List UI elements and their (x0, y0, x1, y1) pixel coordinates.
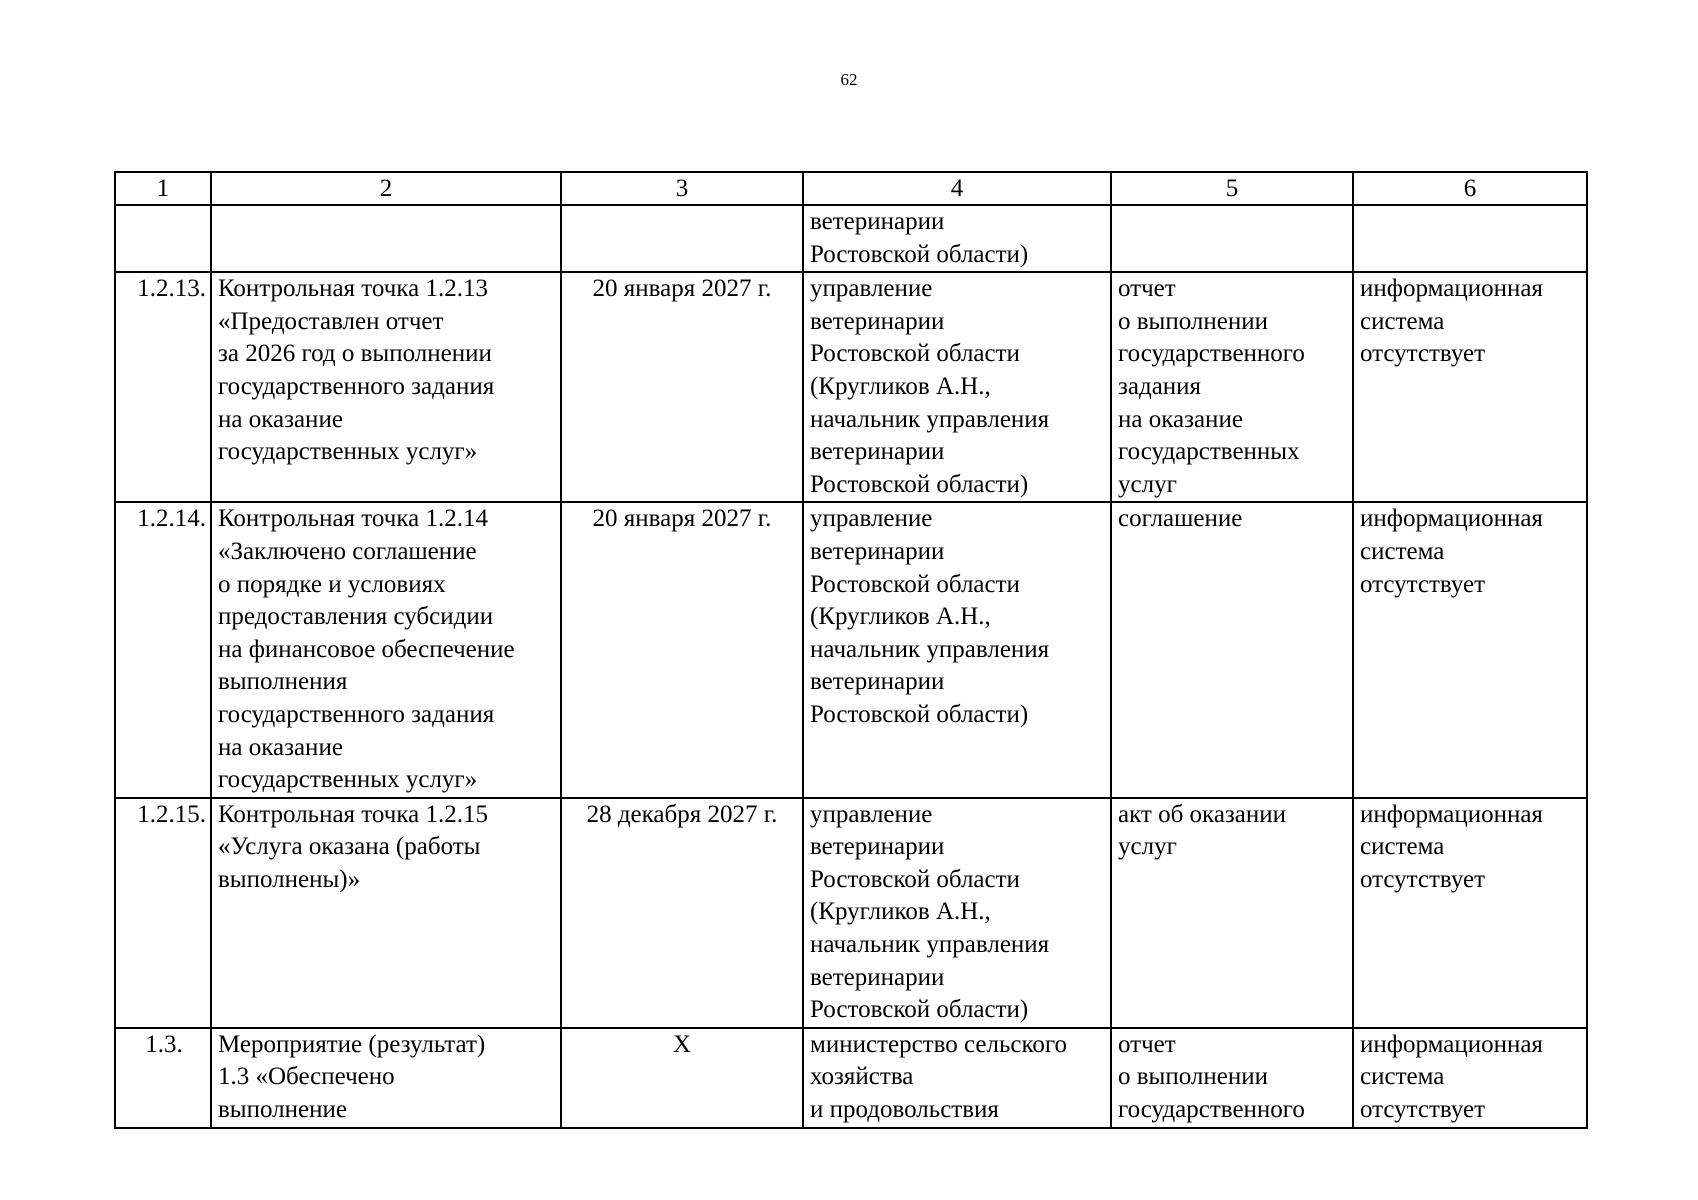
column-header: 4 (803, 172, 1111, 205)
row-responsible: министерство сельского хозяйства и продовольствия (803, 1028, 1111, 1128)
column-header: 5 (1111, 172, 1353, 205)
control-points-table (114, 171, 1588, 1129)
row-name: Мероприятие (результат) 1.3 «Обеспечено выполнение (211, 1028, 561, 1128)
row-date: 28 декабря 2027 г. (561, 798, 803, 1028)
row-date: X (561, 1028, 803, 1128)
row-number: 1.2.15. (115, 798, 211, 1028)
row-system: информационная система отсутствует (1353, 272, 1587, 502)
row-number: 1.3. (115, 1028, 211, 1128)
row-date: 20 января 2027 г. (561, 502, 803, 797)
row-name: Контрольная точка 1.2.13 «Предоставлен отчет за 2026 год о выполнении государственного задания на оказание государственных услуг» (211, 272, 561, 502)
row-responsible: управление ветеринарии Ростовской области (Кругликов А.Н., начальник управления ветеринарии Ростовской области) (803, 272, 1111, 502)
row-date: 20 января 2027 г. (561, 272, 803, 502)
row-document (1111, 205, 1353, 272)
row-number (115, 205, 211, 272)
row-system (1353, 205, 1587, 272)
row-number: 1.2.13. (115, 272, 211, 502)
row-document: акт об оказании услуг (1111, 798, 1353, 1028)
row-date (561, 205, 803, 272)
row-name: Контрольная точка 1.2.15 «Услуга оказана (работы выполнены)» (211, 798, 561, 1028)
column-header: 2 (211, 172, 561, 205)
row-responsible: управление ветеринарии Ростовской области (Кругликов А.Н., начальник управления ветеринарии Ростовской области) (803, 798, 1111, 1028)
row-responsible: управление ветеринарии Ростовской области (Кругликов А.Н., начальник управления ветеринарии Ростовской области) (803, 502, 1111, 797)
row-document: отчет о выполнении государственного (1111, 1028, 1353, 1128)
table-row (115, 1028, 1587, 1128)
row-number: 1.2.14. (115, 502, 211, 797)
row-document: соглашение (1111, 502, 1353, 797)
row-name: Контрольная точка 1.2.14 «Заключено соглашение о порядке и условиях предоставления субсидии на финансовое обеспечение выполнения государственного задания на оказание государственных услуг» (211, 502, 561, 797)
row-system: информационная система отсутствует (1353, 502, 1587, 797)
table-row (115, 205, 1587, 272)
table-row (115, 798, 1587, 1028)
table-row (115, 502, 1587, 797)
table-header-row (115, 172, 1587, 205)
row-name (211, 205, 561, 272)
row-system: информационная система отсутствует (1353, 1028, 1587, 1128)
column-header: 6 (1353, 172, 1587, 205)
row-system: информационная система отсутствует (1353, 798, 1587, 1028)
row-document: отчет о выполнении государственного задания на оказание государственных услуг (1111, 272, 1353, 502)
page-number: 62 (840, 70, 858, 89)
column-header: 3 (561, 172, 803, 205)
row-responsible: ветеринарии Ростовской области) (803, 205, 1111, 272)
table-row (115, 272, 1587, 502)
column-header: 1 (115, 172, 211, 205)
